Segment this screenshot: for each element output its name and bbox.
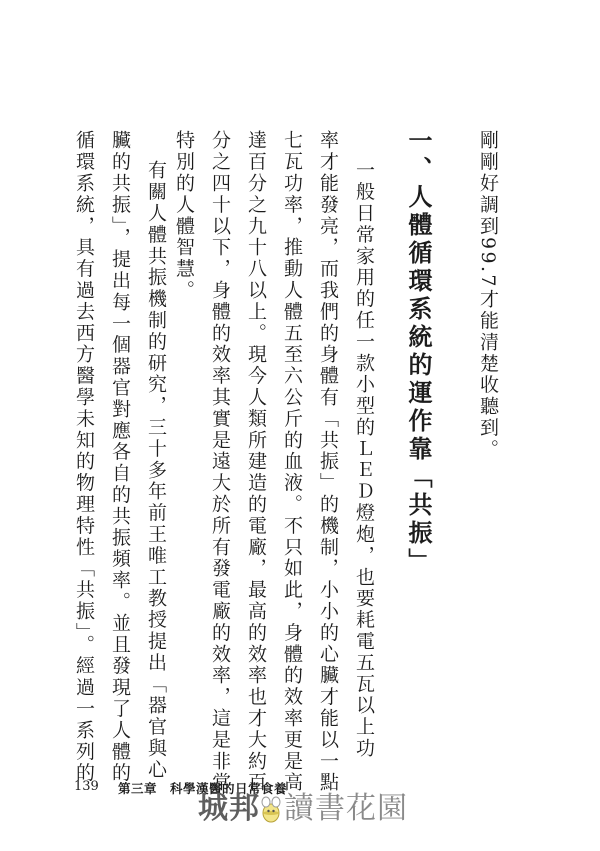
text-column-2: 一般日常家用的任一款小型的ＬＥＤ燈炮，也要耗電五瓦以上功: [353, 160, 375, 760]
text-column-8: 有關人體共振機制的研究，三十多年前王唯工教授提出「器官與心: [145, 160, 167, 781]
text-column-10: 循環系統，具有過去西方醫學未知的物理特性「共振」。經過一系列的: [73, 130, 95, 784]
text-column-9: 臟的共振」，提出每一個器官對應各自的共振頻率。並且發現了人體的: [109, 130, 131, 784]
bee-icon: [258, 794, 284, 824]
text-column-4: 七瓦功率，推動人體五至六公斤的血液。不只如此，身體的效率更是高: [281, 130, 303, 794]
page-number: 139: [74, 779, 99, 794]
text-column-6: 分之四十以下，身體的效率其實是遠大於所有發電廠的效率，這是非常: [209, 130, 231, 794]
section-heading: 一、人體循環系統的運作靠「共振」: [404, 128, 432, 576]
watermark: [198, 791, 408, 826]
chapter-title: 第三章 科學漢醫的日常食養: [118, 781, 288, 796]
text-column-1: 剛剛好調到99.7才能清楚收聽到。: [477, 130, 499, 461]
text-column-3: 率才能發亮，而我們的身體有「共振」的機制，小小的心臟才能以一點: [317, 130, 339, 794]
watermark-garden: 讀書花園: [284, 791, 408, 826]
watermark-brand: 城邦: [198, 791, 260, 826]
text-column-7: 特別的人體智慧。: [173, 130, 195, 302]
text-column-5: 達百分之九十八以上。現今人類所建造的電廠，最高的效率也才大約百: [245, 130, 267, 794]
